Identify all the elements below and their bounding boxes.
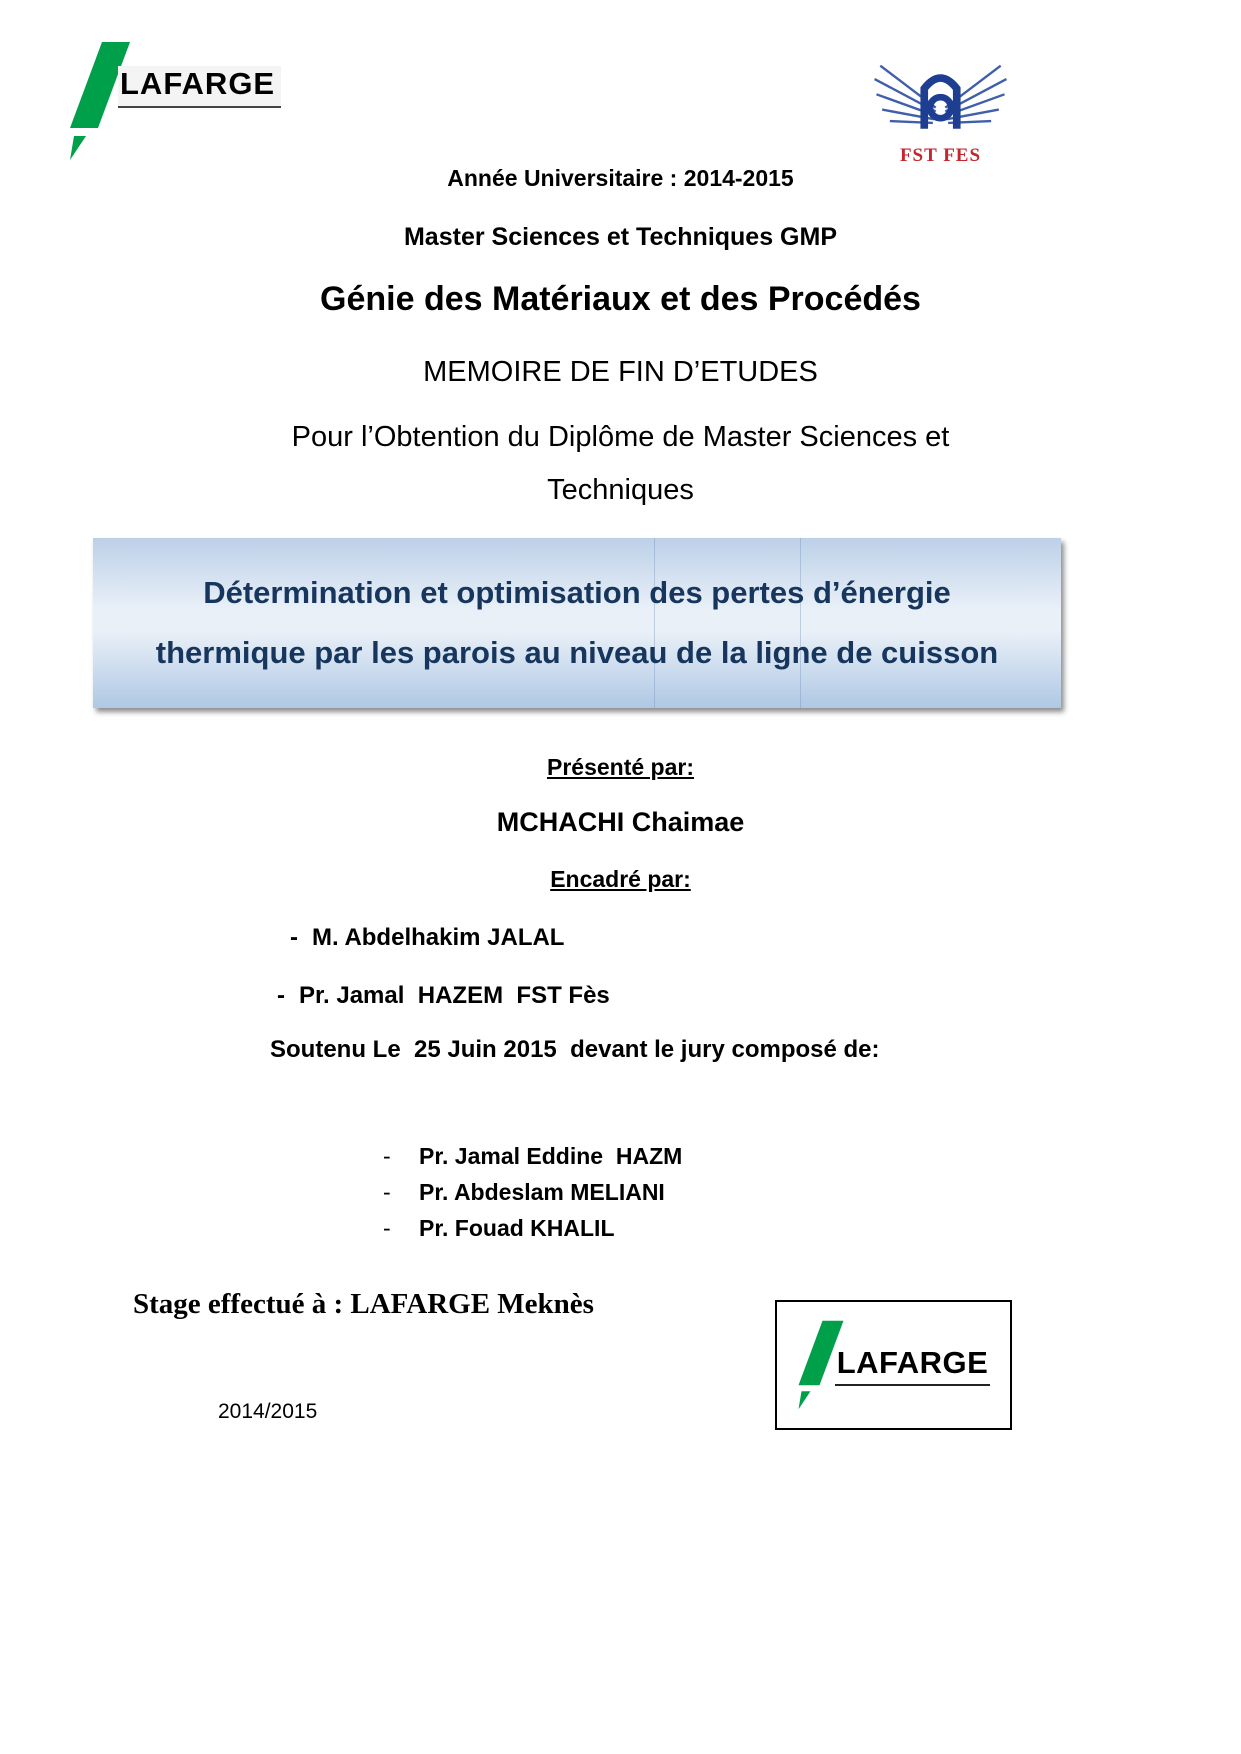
banner-divider	[654, 538, 655, 708]
list-dash: -	[383, 1179, 391, 1205]
jury-member-name: Pr. Abdeslam MELIANI	[419, 1179, 665, 1205]
specialty-name: Génie des Matériaux et des Procédés	[320, 280, 921, 318]
list-dash: -	[277, 982, 285, 1009]
fst-logo	[868, 58, 1013, 167]
list-dash: -	[383, 1143, 391, 1169]
lafarge-wordmark: LAFARGE	[118, 66, 281, 108]
jury-member	[383, 1215, 682, 1242]
supervisor-item	[277, 982, 610, 1010]
lafarge-wordmark: LAFARGE	[835, 1345, 991, 1386]
list-dash: -	[290, 924, 298, 951]
supervisor-item	[290, 924, 564, 952]
author-name: MCHACHI Chaimae	[496, 807, 745, 837]
jury-member	[383, 1179, 682, 1206]
thesis-title-line-2: thermique par les parois au niveau de la ligne de cuisson	[155, 635, 999, 670]
fst-emblem-icon	[868, 58, 1013, 144]
academic-year: Année Universitaire : 2014-2015	[447, 165, 794, 191]
internship-location: Stage effectué à : LAFARGE Meknès	[133, 1288, 594, 1320]
jury-member-name: Pr. Fouad KHALIL	[419, 1215, 615, 1241]
defense-statement: Soutenu Le 25 Juin 2015 devant le jury composé de:	[270, 1036, 880, 1063]
supervisor-name: Pr. Jamal HAZEM FST Fès	[299, 982, 610, 1009]
supervised-by-label: Encadré par:	[550, 866, 691, 892]
lafarge-logo-top	[68, 40, 281, 162]
footer-year: 2014/2015	[218, 1400, 318, 1423]
purpose-line-2: Techniques	[547, 474, 694, 506]
jury-list	[383, 1143, 682, 1242]
fst-logo-caption: FST FES	[899, 145, 982, 166]
jury-member-name: Pr. Jamal Eddine HAZM	[419, 1143, 683, 1169]
supervisor-name: M. Abdelhakim JALAL	[312, 924, 565, 951]
thesis-title-line-1: Détermination et optimisation des pertes d’énergie	[203, 575, 951, 610]
purpose-line-1: Pour l’Obtention du Diplôme de Master Sciences et	[291, 421, 950, 453]
list-dash: -	[383, 1215, 391, 1241]
presented-by-label: Présenté par:	[546, 754, 694, 780]
lafarge-logo-bottom	[775, 1300, 1012, 1430]
document-type: MEMOIRE DE FIN D’ETUDES	[423, 356, 818, 388]
jury-member	[383, 1143, 682, 1170]
thesis-title-banner	[93, 538, 1061, 708]
banner-divider	[800, 538, 801, 708]
program-name: Master Sciences et Techniques GMP	[403, 223, 838, 251]
